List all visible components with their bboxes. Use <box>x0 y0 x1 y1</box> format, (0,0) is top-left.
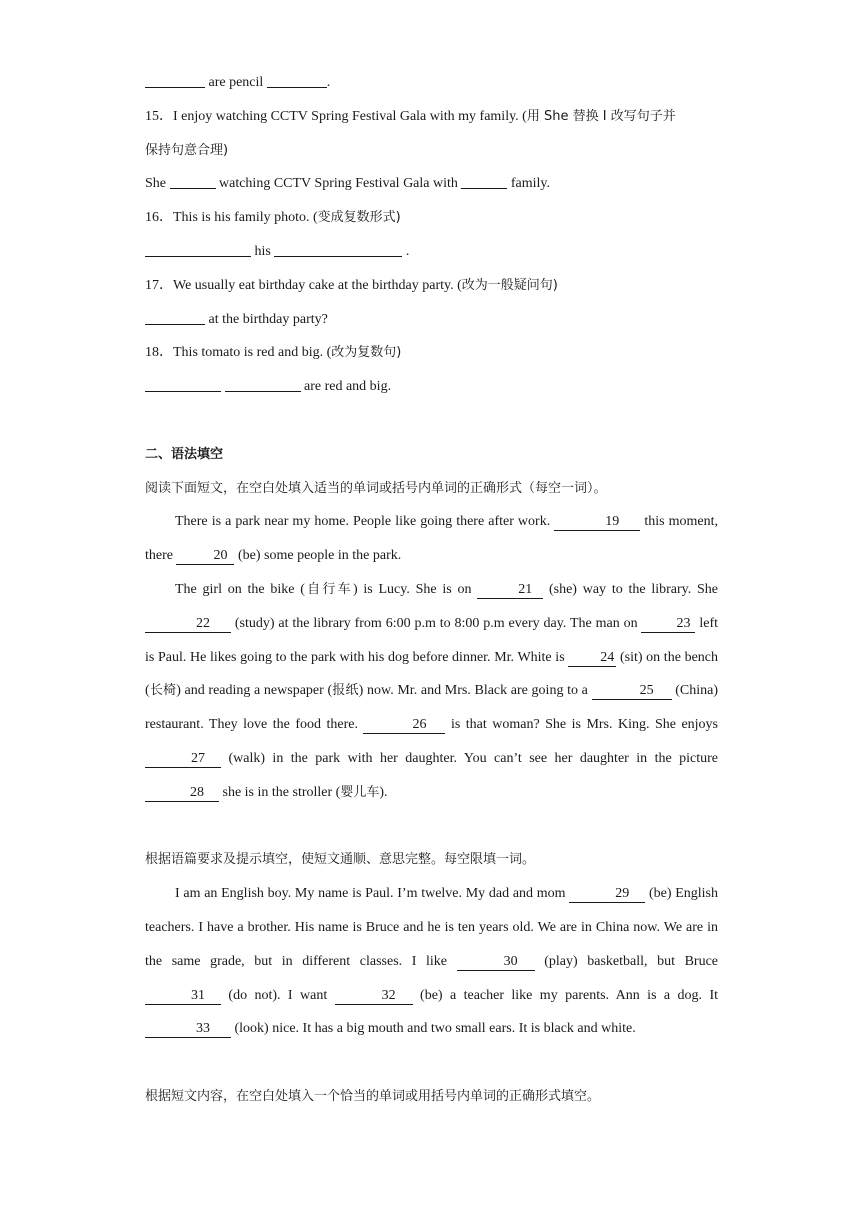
q18-answer-line <box>145 370 718 404</box>
answer-text: watching CCTV Spring Festival Gala with <box>219 176 458 192</box>
question-number: 15． <box>145 108 173 124</box>
q15-question <box>145 100 718 134</box>
answer-blank-25[interactable]: 25 <box>592 683 672 700</box>
passage-text: ) is Lucy. She is on <box>352 581 472 597</box>
spacer <box>145 404 718 438</box>
section-instruction: 根据短文内容，在空白处填入一个恰当的单词或用括号内单词的正确形式填空。 <box>145 1088 601 1104</box>
q15-answer-line <box>145 167 718 201</box>
answer-blank[interactable] <box>461 174 507 189</box>
q14-mid-text: are pencil <box>208 75 264 90</box>
passage-text: (walk) in the park with her daughter. You can’t see her daughter in the picture <box>228 750 719 766</box>
q16-answer-line <box>145 235 718 269</box>
answer-blank[interactable] <box>145 377 221 392</box>
answer-blank-28[interactable]: 28 <box>145 785 219 802</box>
passage-gloss: 婴儿车 <box>340 784 380 800</box>
answer-blank-31[interactable]: 31 <box>145 988 221 1005</box>
answer-blank-23[interactable]: 23 <box>641 616 695 633</box>
section-instruction: 阅读下面短文，在空白处填入适当的单词或括号内单词的正确形式（每空一词）。 <box>145 480 607 496</box>
answer-blank[interactable] <box>274 242 402 257</box>
passage-text: I am an English boy. My name is Paul. I’m twelve. My dad and mom <box>175 886 566 902</box>
passage-text: (be) some people in the park. <box>237 548 402 564</box>
answer-blank-26[interactable]: 26 <box>363 717 445 734</box>
worksheet-page <box>145 66 718 1114</box>
q15-question-cont <box>145 134 718 168</box>
answer-blank[interactable] <box>145 73 205 88</box>
question-instruction: 用 She 替换 I 改写句子并 <box>526 108 676 124</box>
passage-text: (do not). I want <box>228 987 328 1003</box>
passage-text: left is Paul. He likes going to the park with his dog before dinner. Mr. White is <box>145 615 719 665</box>
answer-text: his <box>254 243 271 259</box>
passage-gloss: 长椅 <box>149 683 177 699</box>
q16-question <box>145 201 718 235</box>
answer-blank-20[interactable]: 20 <box>176 548 234 565</box>
question-text: This is his family photo. ( <box>173 210 318 226</box>
q14-answer-line <box>145 66 718 100</box>
passage-text: (be) a teacher like my parents. Ann is a dog. It <box>420 987 718 1003</box>
section-instruction: 根据语篇要求及提示填空，使短文通顺、意思完整。每空限填一词。 <box>145 852 536 868</box>
answer-blank-21[interactable]: 21 <box>477 582 543 599</box>
passage-text: ). <box>379 784 388 800</box>
passage-text: The girl on the bike ( <box>175 581 305 597</box>
passage-text: ) and reading a newspaper ( <box>176 683 333 699</box>
passage-text: (study) at the library from 6:00 p.m to 8:00 p.m every day. The man on <box>234 615 638 631</box>
passage-text: (sit) on the bench ( <box>145 649 718 699</box>
answer-blank-22[interactable]: 22 <box>145 616 231 633</box>
passage-paragraph-2 <box>145 573 718 810</box>
answer-blank-24[interactable]: 24 <box>568 650 616 667</box>
answer-text: family. <box>510 176 551 192</box>
question-instruction: 改为一般疑问句) <box>461 277 558 293</box>
q18-question <box>145 336 718 370</box>
answer-blank-27[interactable]: 27 <box>145 751 221 768</box>
q17-question <box>145 269 718 303</box>
answer-blank[interactable] <box>145 310 205 325</box>
answer-text: She <box>145 176 166 192</box>
passage-text: ) now. Mr. and Mrs. Black are going to a <box>358 683 588 699</box>
section-title: 二、语法填空 <box>145 446 224 462</box>
question-number: 17． <box>145 277 173 293</box>
question-instruction: 变成复数形式) <box>317 210 401 226</box>
passage-text: (China) restaurant. They love the food there. <box>145 683 718 733</box>
answer-blank-33[interactable]: 33 <box>145 1021 231 1038</box>
passage-text: this moment, there <box>145 514 718 564</box>
passage-gloss: 自行车 <box>304 581 353 597</box>
answer-blank-19[interactable]: 19 <box>554 514 640 531</box>
question-number: 18． <box>145 345 173 361</box>
question-number: 16． <box>145 210 173 226</box>
passage-text: There is a park near my home. People like going there after work. <box>175 514 551 530</box>
passage-text: (play) basketball, but Bruce <box>544 953 719 969</box>
spacer <box>145 1046 718 1080</box>
passage-text: (be) English teachers. I have a brother. His name is Bruce and he is ten years old. We are in China now. We are in the same grade, but in different classes. I like <box>145 886 719 969</box>
passage-text: is that woman? She is Mrs. King. She enjoys <box>450 717 718 733</box>
answer-blank-30[interactable]: 30 <box>457 954 535 971</box>
question-text: This tomato is red and big. ( <box>173 345 332 361</box>
passage-text: (she) way to the library. She <box>548 581 719 597</box>
passage-gloss: 报纸 <box>332 683 359 699</box>
answer-text: at the birthday party? <box>208 311 328 327</box>
passage-text: she is in the stroller ( <box>222 784 341 800</box>
passage-text: (look) nice. It has a big mouth and two small ears. It is black and white. <box>234 1021 636 1037</box>
answer-blank-32[interactable]: 32 <box>335 988 413 1005</box>
question-instruction: 改为复数句) <box>331 345 402 361</box>
spacer <box>145 810 718 844</box>
passage-paragraph-3 <box>145 877 718 1046</box>
passage-paragraph-1 <box>145 505 718 573</box>
question-instruction: 保持句意合理) <box>145 142 229 158</box>
answer-text: are red and big. <box>304 379 392 395</box>
answer-blank[interactable] <box>267 73 327 88</box>
question-text: We usually eat birthday cake at the birthday party. ( <box>173 277 462 293</box>
q17-answer-line <box>145 303 718 337</box>
answer-blank-29[interactable]: 29 <box>569 886 645 903</box>
answer-blank[interactable] <box>225 377 301 392</box>
answer-text: . <box>405 243 410 259</box>
answer-blank[interactable] <box>145 242 251 257</box>
question-text: I enjoy watching CCTV Spring Festival Gala with my family. ( <box>173 108 527 124</box>
answer-blank[interactable] <box>170 174 216 189</box>
q14-end-text: . <box>326 75 331 90</box>
